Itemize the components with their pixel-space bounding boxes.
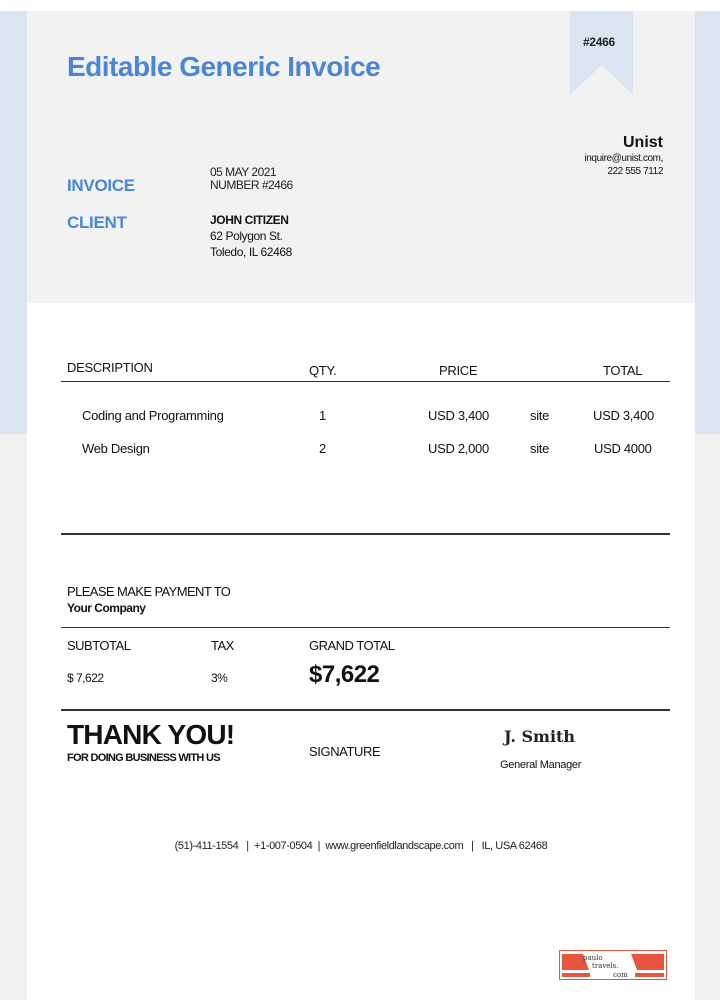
bookmark-ribbon-icon bbox=[570, 11, 633, 95]
grand-total-value: $7,622 bbox=[309, 661, 380, 688]
client-label: CLIENT bbox=[67, 213, 127, 232]
grand-total-label: GRAND TOTAL bbox=[309, 638, 395, 653]
company-email: inquire@unist.com, bbox=[584, 153, 663, 164]
client-address-line-2: Toledo, IL 62468 bbox=[210, 245, 292, 259]
invoice-number: NUMBER #2466 bbox=[210, 178, 293, 192]
column-header-total: TOTAL bbox=[603, 363, 643, 378]
company-phone: 222 555 7112 bbox=[607, 166, 663, 177]
row-unit: site bbox=[530, 441, 550, 456]
right-accent-strip bbox=[695, 11, 720, 434]
invoice-date: 05 MAY 2021 bbox=[210, 165, 277, 179]
column-header-description: DESCRIPTION bbox=[67, 360, 153, 375]
company-name: Unist bbox=[623, 134, 663, 151]
svg-text:com: com bbox=[613, 971, 628, 979]
client-name: JOHN CITIZEN bbox=[210, 213, 289, 227]
client-address-line-1: 62 Polygon St. bbox=[210, 229, 283, 243]
subtotal-value: $ 7,622 bbox=[67, 671, 104, 685]
signer-name: J. Smith bbox=[504, 727, 576, 746]
left-accent-strip bbox=[0, 11, 27, 434]
footer-contact: (51)-411-1554 | +1-007-0504 | www.greenfieldlandscape.com | IL, USA 62468 bbox=[174, 840, 548, 852]
row-price: USD 2,000 bbox=[428, 441, 489, 456]
row-description: Coding and Programming bbox=[82, 408, 224, 423]
tax-value: 3% bbox=[211, 671, 228, 685]
signature-label: SIGNATURE bbox=[309, 744, 381, 759]
column-header-price: PRICE bbox=[439, 363, 478, 378]
company-info bbox=[584, 134, 663, 178]
column-header-qty: QTY. bbox=[309, 363, 337, 378]
invoice-page bbox=[27, 11, 695, 1000]
closing-divider bbox=[61, 709, 670, 711]
invoice-details bbox=[210, 166, 293, 192]
table-bottom-divider bbox=[61, 533, 670, 535]
row-total: USD 3,400 bbox=[593, 408, 654, 423]
table-header-divider bbox=[61, 381, 670, 382]
thank-you-heading: THANK YOU! bbox=[67, 719, 235, 750]
invoice-label: INVOICE bbox=[67, 176, 135, 195]
signer-title: General Manager bbox=[500, 759, 582, 771]
summary-divider bbox=[61, 627, 670, 628]
invoice-header bbox=[27, 11, 695, 303]
row-qty: 1 bbox=[319, 408, 326, 423]
ribbon-invoice-number: #2466 bbox=[583, 35, 615, 49]
row-price: USD 3,400 bbox=[428, 408, 489, 423]
row-description: Web Design bbox=[82, 441, 150, 456]
thank-you-subtext: FOR DOING BUSINESS WITH US bbox=[67, 752, 220, 764]
tax-label: TAX bbox=[211, 638, 234, 653]
svg-text:travels.: travels. bbox=[592, 962, 619, 970]
row-total: USD 4000 bbox=[594, 441, 652, 456]
payment-company: Your Company bbox=[67, 601, 146, 615]
watermark-logo bbox=[559, 950, 667, 980]
client-details bbox=[210, 212, 292, 260]
row-unit: site bbox=[530, 408, 550, 423]
svg-text:paulo: paulo bbox=[583, 954, 603, 962]
payment-label: PLEASE MAKE PAYMENT TO bbox=[67, 584, 231, 599]
subtotal-label: SUBTOTAL bbox=[67, 638, 131, 653]
page-title: Editable Generic Invoice bbox=[67, 51, 381, 82]
row-qty: 2 bbox=[319, 441, 326, 456]
